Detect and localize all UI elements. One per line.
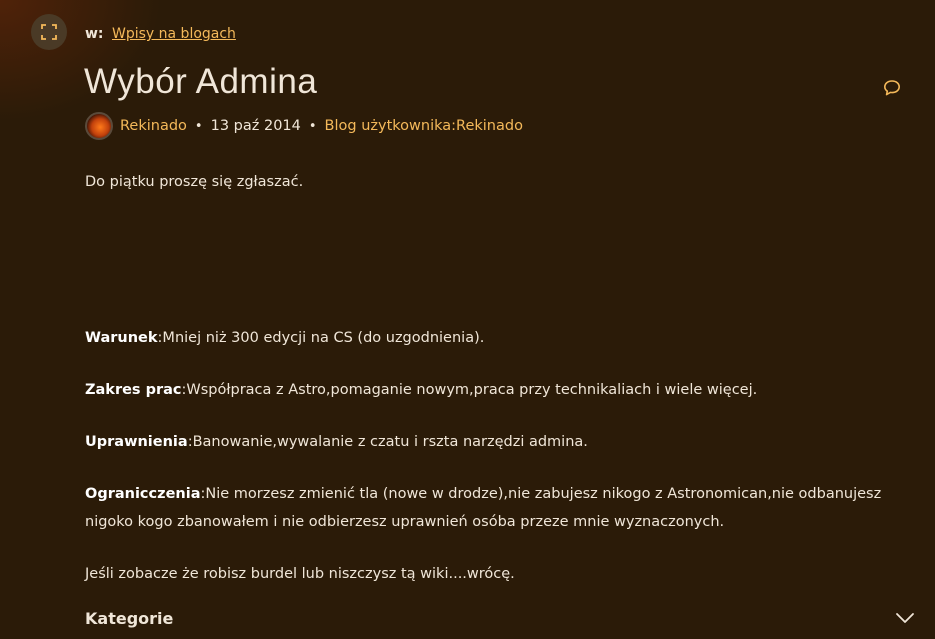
- chevron-down-icon: [895, 612, 915, 624]
- requirement-paragraph: [85, 324, 484, 352]
- user-blog-link[interactable]: Blog użytkownika:Rekinado: [324, 118, 523, 134]
- breadcrumb: [85, 25, 236, 43]
- permissions-text: :Banowanie,wywalanie z czatu i rszta narzędzi admina.: [187, 434, 588, 450]
- post-date: 13 paź 2014: [210, 118, 301, 134]
- expand-icon: [41, 24, 57, 40]
- avatar[interactable]: [85, 112, 113, 140]
- breadcrumb-prefix: w:: [85, 26, 104, 42]
- restrictions-paragraph: [85, 480, 905, 536]
- permissions-label: Uprawnienia: [85, 434, 188, 450]
- restrictions-text: :Nie morzesz zmienić tla (nowe w drodze),nie zabujesz nikogo z Astronomican,nie odbanujesz nigoko kogo zbanowałem i nie odbierzesz uprawnień osóba przeze mnie wyznaczonych.: [85, 486, 882, 530]
- page-title: Wybór Admina: [84, 62, 318, 101]
- restrictions-label: Ogranicczenia: [85, 486, 201, 502]
- author-link[interactable]: Rekinado: [120, 118, 187, 134]
- categories-label: Kategorie: [85, 608, 174, 628]
- comment-bubble-icon: [883, 79, 901, 97]
- meta-separator: •: [308, 118, 317, 134]
- requirement-label: Warunek: [85, 330, 158, 346]
- scope-text: :Współpraca z Astro,pomaganie nowym,praca przy technikaliach i wiele więcej.: [181, 382, 758, 398]
- closing-paragraph: Jeśli zobacze że robisz burdel lub niszczysz tą wiki....wrócę.: [85, 566, 515, 582]
- comments-button[interactable]: [880, 76, 904, 100]
- scope-label: Zakres prac: [85, 382, 182, 398]
- scope-paragraph: [85, 376, 757, 404]
- permissions-paragraph: [85, 428, 588, 456]
- intro-paragraph: Do piątku proszę się zgłaszać.: [85, 174, 304, 190]
- breadcrumb-link-blog-posts[interactable]: Wpisy na blogach: [112, 26, 236, 42]
- meta-separator: •: [194, 118, 203, 134]
- post-meta: [85, 110, 523, 142]
- categories-toggle[interactable]: [85, 604, 915, 632]
- requirement-text: :Mniej niż 300 edycji na CS (do uzgodnienia).: [157, 330, 485, 346]
- expand-button[interactable]: [31, 14, 67, 50]
